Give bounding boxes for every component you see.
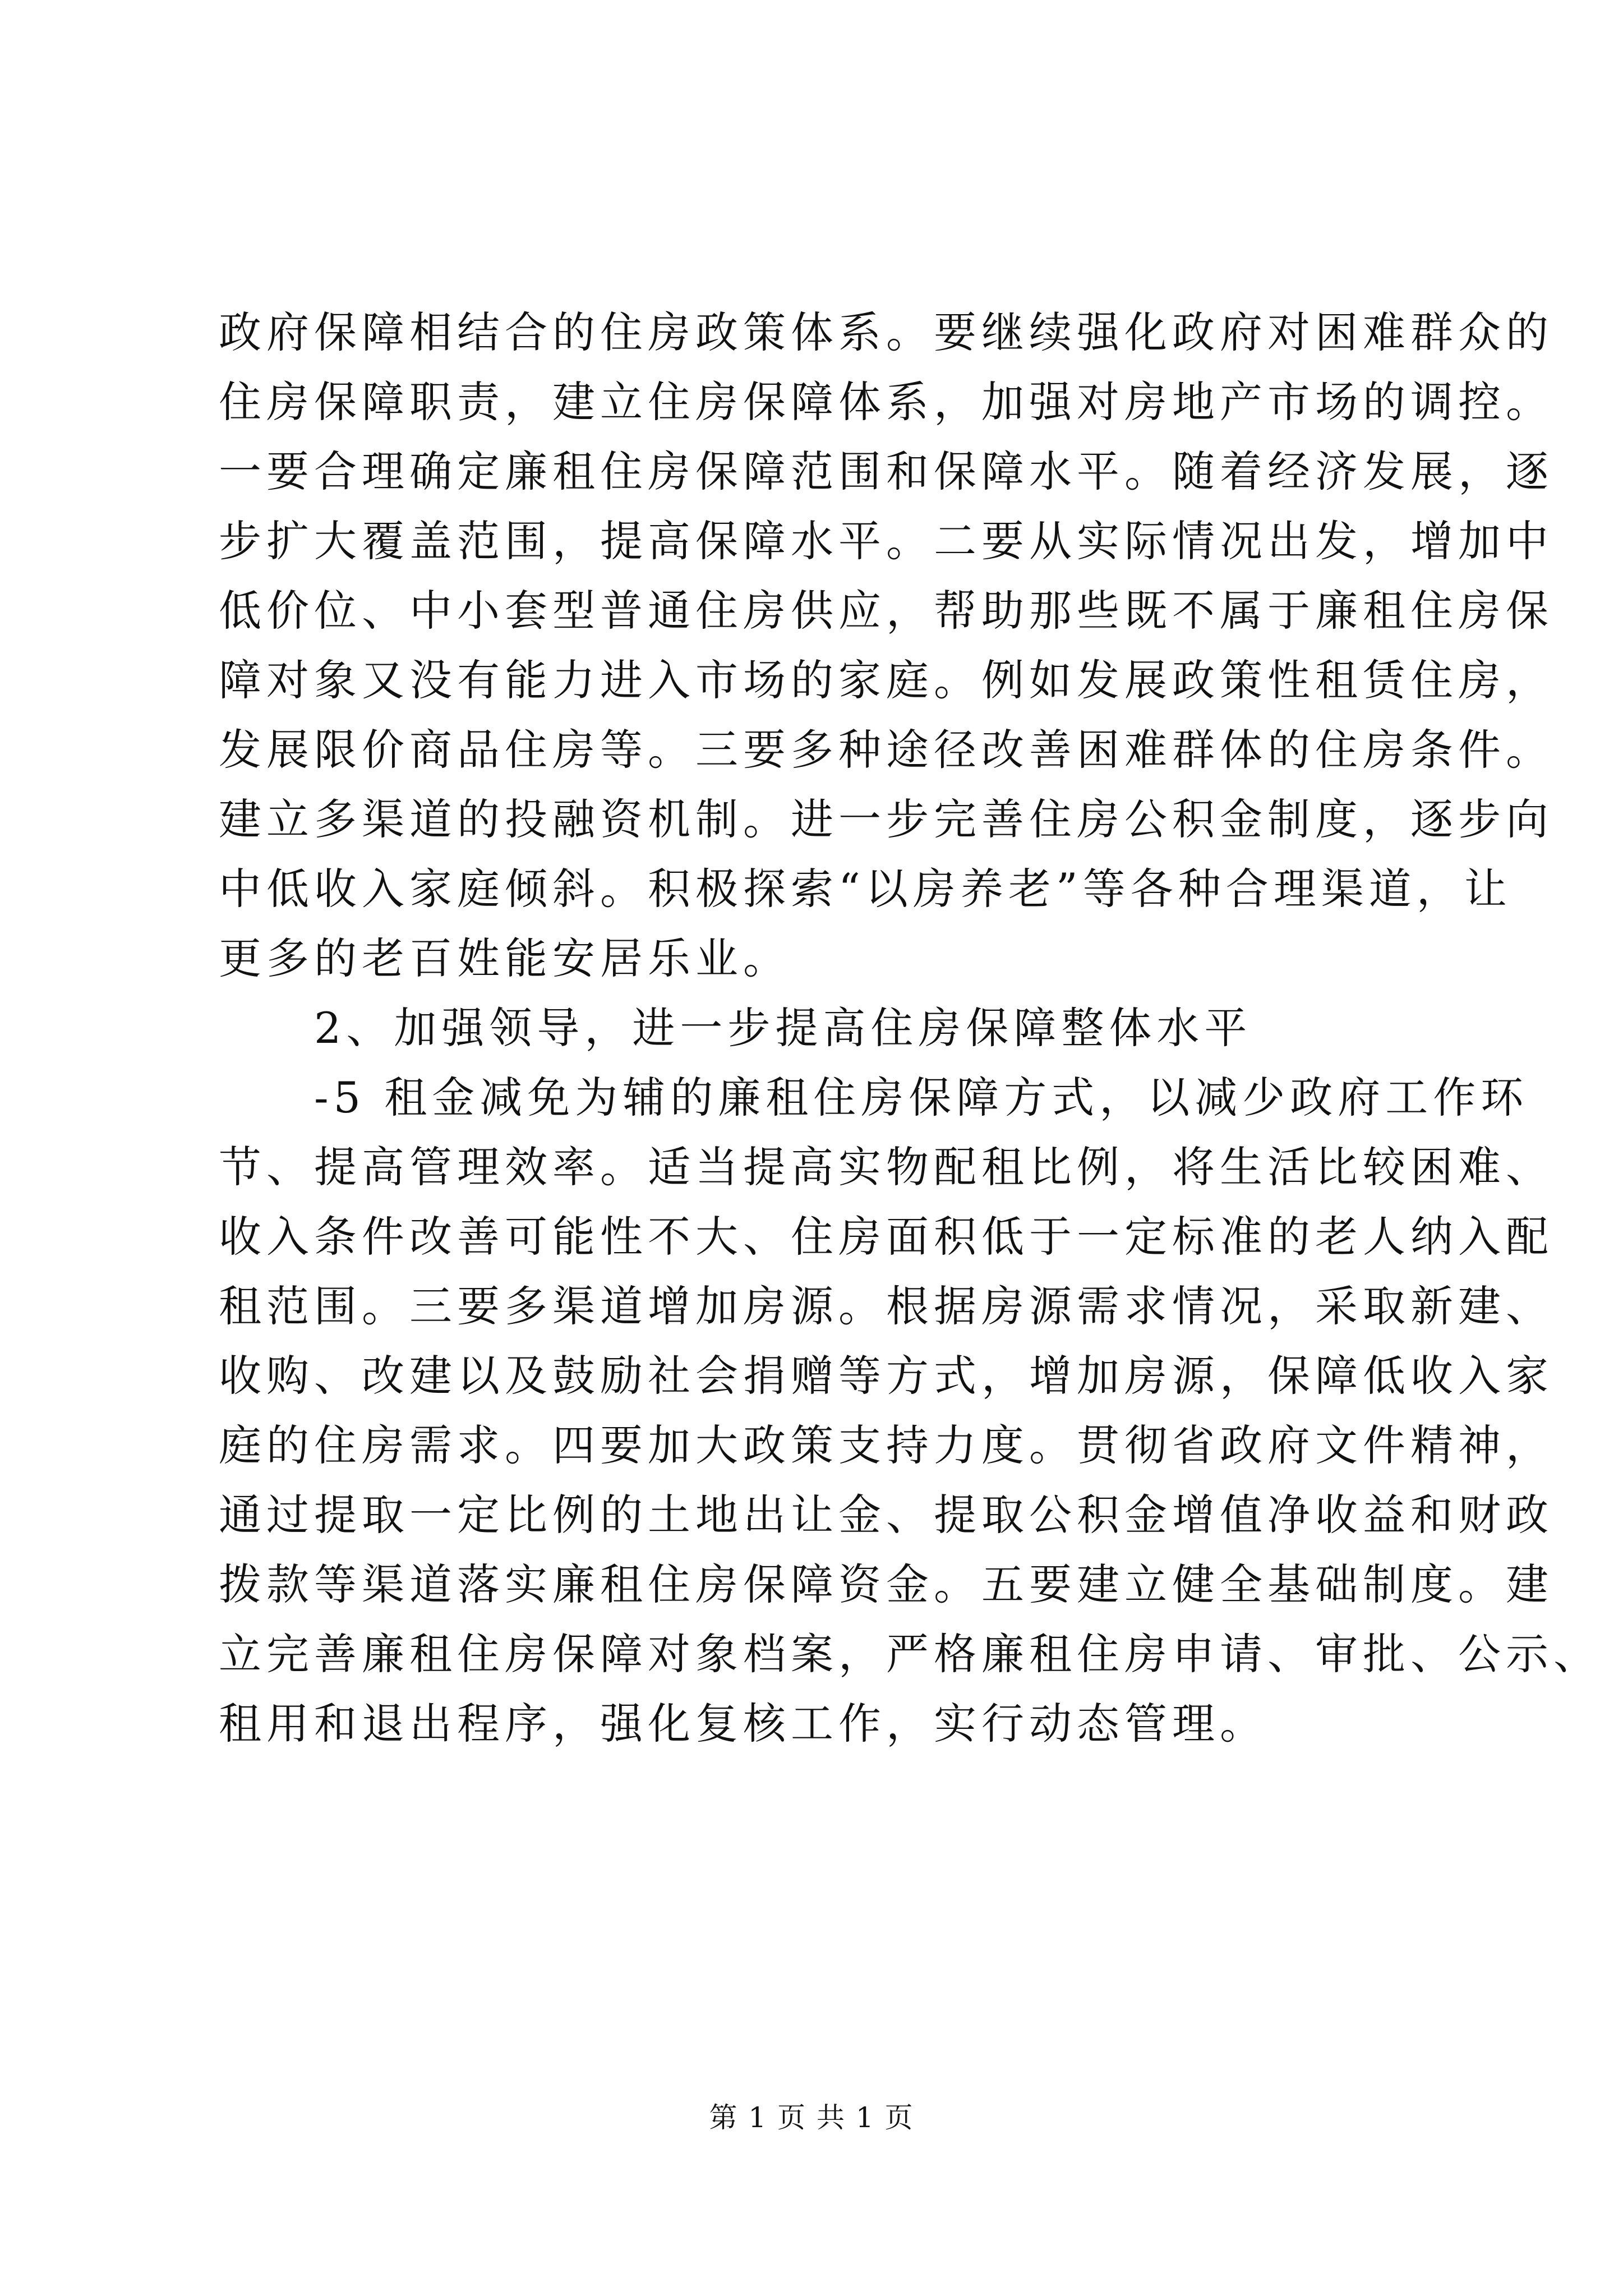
text-line: 障对象又没有能力进入市场的家庭。例如发展政策性租赁住房， bbox=[219, 655, 1553, 705]
text-line: -5 租金减免为辅的廉租住房保障方式，以减少政府工作环 bbox=[314, 1073, 1529, 1122]
text-line: 收入条件改善可能性不大、住房面积低于一定标准的老人纳入配 bbox=[219, 1212, 1553, 1262]
text-line: 发展限价商品住房等。三要多种途径改善困难群体的住房条件。 bbox=[219, 725, 1553, 775]
text-line: 立完善廉租住房保障对象档案，严格廉租住房申请、审批、公示、 bbox=[219, 1629, 1601, 1679]
text-line: 租范围。三要多渠道增加房源。根据房源需求情况，采取新建、 bbox=[219, 1281, 1553, 1331]
text-line: 租用和退出程序，强化复核工作，实行动态管理。 bbox=[219, 1699, 1267, 1749]
text-line: 一要合理确定廉租住房保障范围和保障水平。随着经济发展，逐 bbox=[219, 447, 1553, 496]
text-line: 收购、改建以及鼓励社会捐赠等方式，增加房源，保障低收入家 bbox=[219, 1351, 1553, 1401]
text-line: 中低收入家庭倾斜。积极探索“以房养老”等各种合理渠道，让 bbox=[219, 864, 1512, 914]
section-heading: 2、加强领导，进一步提高住房保障整体水平 bbox=[314, 1003, 1252, 1053]
text-line: 政府保障相结合的住房政策体系。要继续强化政府对困难群众的 bbox=[219, 307, 1553, 357]
text-line: 建立多渠道的投融资机制。进一步完善住房公积金制度，逐步向 bbox=[219, 794, 1553, 844]
text-line: 低价位、中小套型普通住房供应，帮助那些既不属于廉租住房保 bbox=[219, 586, 1553, 636]
text-line: 节、提高管理效率。适当提高实物配租比例，将生活比较困难、 bbox=[219, 1142, 1553, 1192]
page-footer: 第 1 页 共 1 页 bbox=[709, 2101, 914, 2134]
text-line: 步扩大覆盖范围，提高保障水平。二要从实际情况出发，增加中 bbox=[219, 516, 1553, 566]
text-line: 拨款等渠道落实廉租住房保障资金。五要建立健全基础制度。建 bbox=[219, 1559, 1553, 1609]
text-line: 通过提取一定比例的土地出让金、提取公积金增值净收益和财政 bbox=[219, 1490, 1553, 1540]
text-line: 更多的老百姓能安居乐业。 bbox=[219, 933, 791, 983]
text-line: 庭的住房需求。四要加大政策支持力度。贯彻省政府文件精神， bbox=[219, 1420, 1553, 1470]
text-line: 住房保障职责，建立住房保障体系，加强对房地产市场的调控。 bbox=[219, 377, 1553, 427]
